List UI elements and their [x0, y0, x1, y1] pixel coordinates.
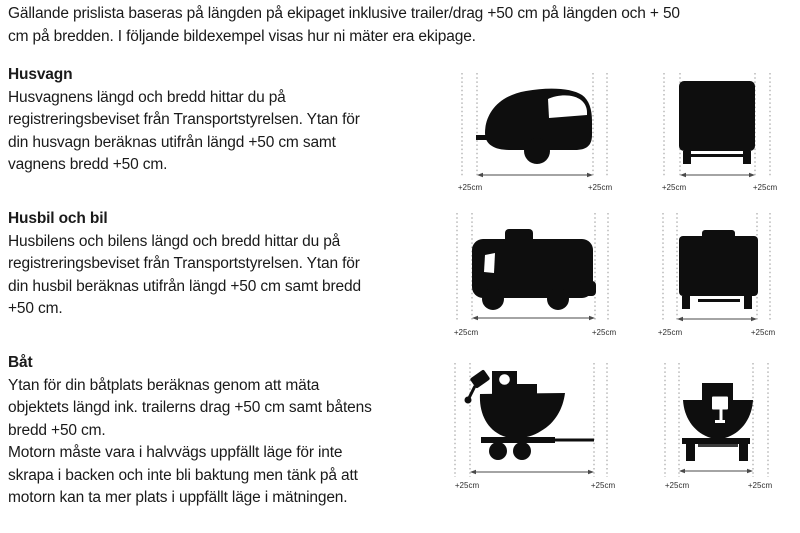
body-text-line: Ytan för din båtplats beräknas genom att mäta — [8, 376, 320, 394]
margin-label: +25cm — [591, 328, 617, 337]
caravan-rear-icon — [679, 81, 755, 164]
motorhome-rear-icon — [679, 230, 758, 309]
intro-line: Gällande prislista baseras på längden på ekipaget inklusive trailer/drag +50 cm på längden och + 50 — [8, 5, 680, 22]
body-text-line: bredd +50 cm. — [8, 421, 106, 439]
margin-label: +25cm — [454, 481, 480, 490]
body-text-line: Husvagnens längd och bredd hittar du på — [8, 88, 286, 106]
width-measure-arrow — [680, 173, 755, 178]
boat-on-trailer-side-icon — [465, 369, 595, 460]
body-text-line: +50 cm. — [8, 300, 63, 317]
margin-label: +25cm — [750, 328, 776, 337]
caravan-rear-figure — [655, 63, 785, 203]
boat-side-figure — [450, 350, 630, 500]
motorhome-rear-figure — [655, 203, 785, 343]
length-measure-arrow — [470, 470, 594, 475]
section-heading: Husvagn — [8, 66, 73, 83]
length-measure-arrow — [477, 173, 593, 178]
margin-label: +25cm — [453, 328, 479, 337]
body-text-line: registreringsbeviset från Transportstyrelsen. Ytan för — [8, 111, 360, 128]
width-measure-arrow — [677, 317, 757, 322]
body-text-line: din husvagn beräknas utifrån längd +50 cm samt — [8, 133, 336, 151]
body-text-line: Husbilens och bilens längd och bredd hittar du på — [8, 232, 341, 250]
body-text-line: din husbil beräknas utifrån längd +50 cm samt bredd — [8, 277, 361, 295]
margin-label: +25cm — [664, 481, 690, 490]
margin-label: +25cm — [657, 328, 683, 337]
boat-on-trailer-rear-icon — [682, 383, 753, 461]
boat-rear-figure — [655, 350, 785, 500]
section-bat — [8, 352, 450, 510]
body-text-line: objektets längd ink. trailerns drag +50 cm samt båtens — [8, 399, 372, 416]
section-heading: Båt — [8, 354, 33, 371]
margin-label: +25cm — [661, 183, 687, 192]
length-measure-arrow — [472, 316, 595, 321]
motorhome-side-figure — [450, 203, 630, 343]
margin-label: +25cm — [587, 183, 613, 192]
caravan-side-figure — [450, 63, 630, 203]
intro-line: cm på bredden. I följande bildexempel visas hur ni mäter era ekipage. — [8, 27, 476, 45]
margin-label: +25cm — [590, 481, 616, 490]
intro-paragraph — [8, 3, 796, 48]
section-husbil — [8, 208, 450, 321]
body-text-line: motorn kan ta mer plats i uppfällt läge i mätningen. — [8, 489, 348, 506]
body-text-line: vagnens bredd +50 cm. — [8, 156, 168, 173]
body-text-line: Motorn måste vara i halvvägs uppfällt läge för inte — [8, 444, 343, 461]
width-measure-arrow — [679, 469, 753, 474]
section-husvagn — [8, 64, 450, 177]
margin-label: +25cm — [747, 481, 773, 490]
caravan-side-icon — [476, 89, 592, 164]
margin-label: +25cm — [752, 183, 778, 192]
motorhome-side-icon — [472, 229, 596, 310]
body-text-line: registreringsbeviset från Transportstyrelsen. Ytan för — [8, 255, 360, 272]
section-heading: Husbil och bil — [8, 210, 108, 227]
body-text-line: skrapa i backen och inte bli baktung men tänk på att — [8, 466, 358, 484]
margin-label: +25cm — [457, 183, 483, 192]
